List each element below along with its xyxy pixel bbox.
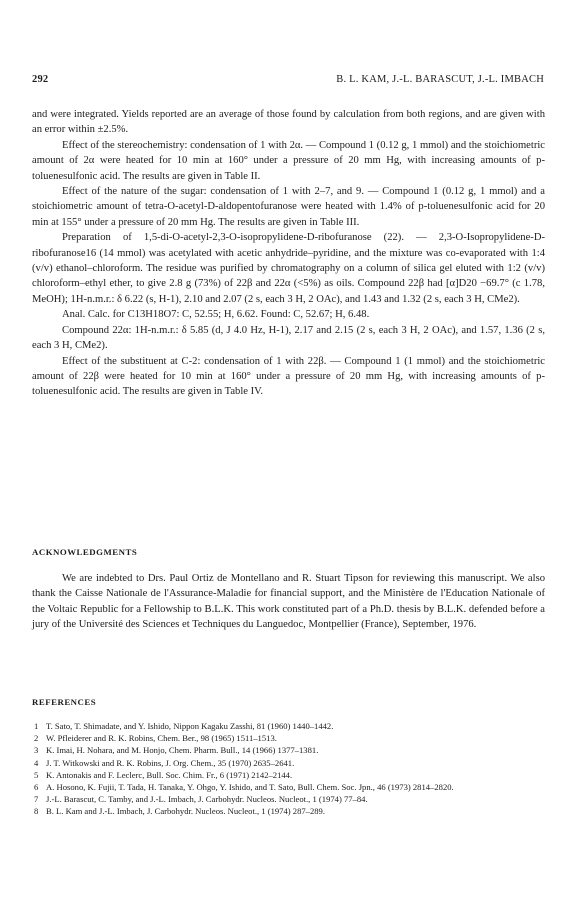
reference-item (32, 732, 545, 744)
reference-number: 5 (34, 769, 39, 780)
reference-text: K. Antonakis and F. Leclerc, Bull. Soc. Chim. Fr., 6 (1971) 2142–2144. (46, 769, 293, 780)
reference-item (32, 757, 545, 769)
reference-item (32, 769, 545, 781)
reference-number: 3 (34, 745, 39, 756)
reference-item (32, 720, 545, 732)
reference-item (32, 781, 545, 793)
paragraph-preparation-22: Preparation of 1,5-di-O-acetyl-2,3-O-isopropylidene-D-ribofuranose (22). — 2,3-O-Isopropylidene-D-ribofuranose16 (14 mmol) was acetylated with acetic anhydride–pyridine, and the mixture was co-evaporated with 1:4 (v/v) ethanol–chloroform. The residue was purified by chromatography on a column of silica gel eluted with 1:2 (v/v) chloroform–ethyl ether, to give 2.8 g (73%) of 22β and 22α (<5%) as oils. Compound 22β had [α]D20 −69.7° (c 1.78, MeOH); 1H-n.m.r.: δ 6.22 (s, H-1), 2.10 and 2.07 (2 s, each 3 H, 2 OAc), and 1.43 and 1.32 (2 s, each 3 H, CMe2). (32, 232, 545, 305)
acknowledgments-heading: ACKNOWLEDGMENTS (32, 547, 138, 557)
reference-number: 7 (34, 794, 39, 805)
reference-number: 2 (34, 733, 39, 744)
reference-number: 6 (34, 782, 39, 793)
reference-item (32, 793, 545, 805)
reference-text: J.-L. Barascut, C. Tamby, and J.-L. Imbach, J. Carbohydr. Nucleos. Nucleot., 1 (1974) 77–84. (46, 794, 368, 805)
reference-number: 8 (34, 806, 39, 817)
body-text (32, 107, 545, 400)
paragraph-nature-of-sugar: Effect of the nature of the sugar: condensation of 1 with 2–7, and 9. — Compound 1 (0.12 g, 1 mmol) and a stoichiometric amount of tetra-O-acetyl-D-aldopentofuranose were heated with 1.4% of p-toluenesulfonic acid for 20 min at 155° under a pressure of 20 mm Hg. The results are given in Table III. (32, 186, 545, 228)
reference-text: B. L. Kam and J.-L. Imbach, J. Carbohydr. Nucleos. Nucleot., 1 (1974) 287–289. (46, 806, 326, 817)
acknowledgments-text: We are indebted to Drs. Paul Ortiz de Montellano and R. Stuart Tipson for reviewing this manuscript. We also thank the Caisse Nationale de l'Assurance-Maladie for financial support, and the Ministère de l'Education Nationale of the Voltaic Republic for a Fellowship to B.L.K. This work constituted part of a Ph.D. thesis by B.L.K. defended before a jury of the Université des Sciences et Techniques du Languedoc, Montpellier (France), September, 1976. (32, 573, 545, 631)
reference-text: W. Pfleiderer and R. K. Robins, Chem. Ber., 98 (1965) 1511–1513. (46, 733, 277, 744)
reference-text: K. Imai, H. Nohara, and M. Honjo, Chem. Pharm. Bull., 14 (1966) 1377–1381. (46, 745, 319, 756)
reference-number: 4 (34, 757, 39, 768)
paragraph-substituent-c2: Effect of the substituent at C-2: condensation of 1 with 22β. — Compound 1 (1 mmol) and the stoichiometric amount of 22β were heated for 10 min at 160° under a pressure of 20 mm Hg, with increasing amounts of p-toluenesulfonic acid. The results are given in Table IV. (32, 355, 545, 398)
paragraph-analysis: Anal. Calc. for C13H18O7: C, 52.55; H, 6.62. Found: C, 52.67; H, 6.48. (62, 309, 370, 321)
references-list (32, 720, 545, 818)
page-header (32, 74, 544, 88)
reference-number: 1 (34, 721, 39, 731)
paragraph-compound-22-alpha: Compound 22α: 1H-n.m.r.: δ 5.85 (d, J 4.0 Hz, H-1), 2.17 and 2.15 (2 s, each 3 H, 2 OAc), and 1.57, 1.36 (2 s, each 3 H, CMe2). (32, 324, 545, 352)
reference-item (32, 805, 545, 817)
paragraph-stereochemistry: Effect of the stereochemistry: condensation of 1 with 2α. — Compound 1 (0.12 g, 1 mmol) and the stoichiometric amount of 2α were heated for 10 min at 160° under a pressure of 20 mm Hg, with increasing amounts of p-toluenesulfonic acid. The results are given in Table II. (32, 139, 545, 182)
references-heading: REFERENCES (32, 697, 97, 707)
running-head: B. L. KAM, J.-L. BARASCUT, J.-L. IMBACH (336, 74, 544, 85)
reference-text: J. T. Witkowski and R. K. Robins, J. Org. Chem., 35 (1970) 2635–2641. (46, 757, 295, 768)
reference-text: A. Hosono, K. Fujii, T. Tada, H. Tanaka, Y. Ohgo, Y. Ishido, and T. Sato, Bull. Chem. Soc. Jpn., 46 (1973) 2814–2820. (46, 782, 454, 793)
reference-text: T. Sato, T. Shimadate, and Y. Ishido, Nippon Kagaku Zasshi, 81 (1960) 1440–1442. (46, 721, 334, 731)
paragraph-yields: and were integrated. Yields reported are an average of those found by calculation from both regions, and are given with an error within ±2.5%. (32, 109, 545, 136)
reference-item (32, 744, 545, 756)
page-number: 292 (32, 74, 49, 85)
